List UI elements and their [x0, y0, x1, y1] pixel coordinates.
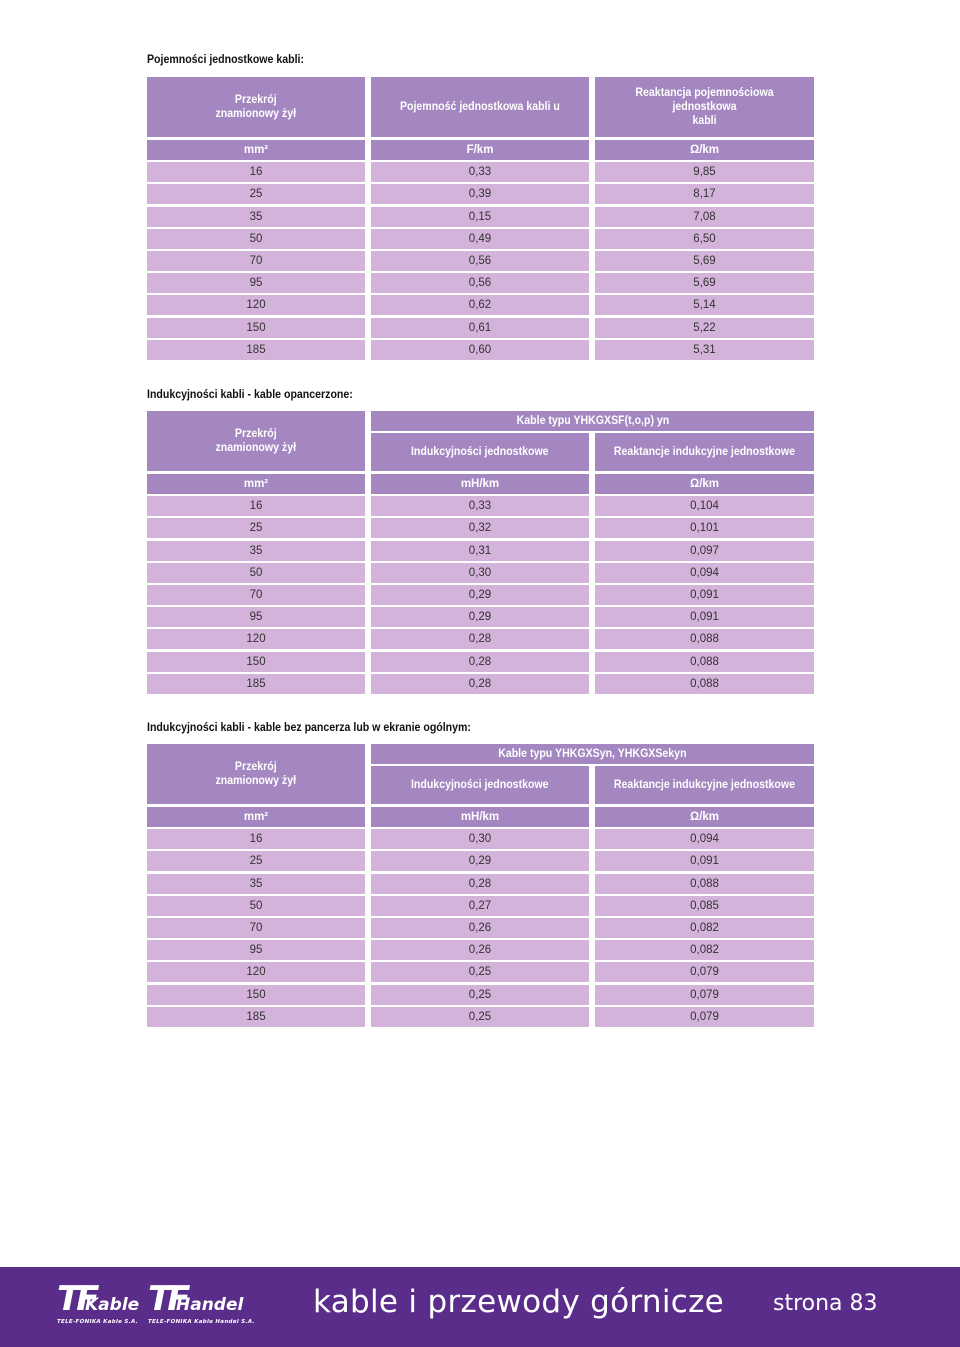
table-cell-value: 0,30	[371, 563, 589, 583]
unit-cell-reactance: Ω/km	[595, 807, 814, 827]
table-cell-reactance: 0,091	[595, 851, 814, 871]
table-cell-reactance: 0,091	[595, 585, 814, 605]
table-cell-reactance: 0,097	[595, 541, 814, 561]
table-cell-cross-section: 25	[147, 851, 365, 871]
unit-cell-reactance: Ω/km	[595, 140, 814, 160]
table-cell-reactance: 0,094	[595, 563, 814, 583]
table-cell-value: 0,28	[371, 629, 589, 649]
table-cell-cross-section: 150	[147, 985, 365, 1005]
table-cell-cross-section: 120	[147, 629, 365, 649]
table-cell-cross-section: 16	[147, 829, 365, 849]
table-cell-reactance: 8,17	[595, 184, 814, 204]
unit-cell-reactance: Ω/km	[595, 474, 814, 494]
table-cell-reactance: 6,50	[595, 229, 814, 249]
table-cell-cross-section: 16	[147, 162, 365, 182]
page-number: strona 83	[773, 1291, 878, 1316]
table-cell-value: 0,29	[371, 607, 589, 627]
table-cell-value: 0,31	[371, 541, 589, 561]
unit-cell-cross-section: mm²	[147, 474, 365, 494]
table-cell-reactance: 0,088	[595, 874, 814, 894]
table-cell-value: 0,56	[371, 273, 589, 293]
table-cell-value: 0,60	[371, 340, 589, 360]
table-cell-reactance: 0,088	[595, 674, 814, 694]
header-cable-type-group: Kable typu YHKGXSyn, YHKGXSekyn	[371, 744, 814, 764]
table-cell-cross-section: 95	[147, 607, 365, 627]
table-cell-value: 0,33	[371, 496, 589, 516]
table-cell-value: 0,27	[371, 896, 589, 916]
table-cell-cross-section: 16	[147, 496, 365, 516]
header-inductance: Indukcyjności jednostkowe	[371, 766, 589, 804]
table-cell-cross-section: 185	[147, 674, 365, 694]
tf-handel-logo-mark: TF	[148, 1279, 187, 1319]
table-cell-value: 0,33	[371, 162, 589, 182]
table-cell-value: 0,29	[371, 851, 589, 871]
table-cell-value: 0,39	[371, 184, 589, 204]
table-cell-value: 0,26	[371, 918, 589, 938]
table-cell-cross-section: 185	[147, 1007, 365, 1027]
table-cell-reactance: 0,079	[595, 962, 814, 982]
tf-handel-logo	[148, 1279, 255, 1331]
table-cell-cross-section: 25	[147, 184, 365, 204]
unit-cell-value: F/km	[371, 140, 589, 160]
table-cell-cross-section: 150	[147, 318, 365, 338]
table-cell-cross-section: 120	[147, 962, 365, 982]
unit-cell-value: mH/km	[371, 807, 589, 827]
table-cell-cross-section: 185	[147, 340, 365, 360]
table-cell-cross-section: 70	[147, 251, 365, 271]
inductance-armoured-table	[147, 411, 814, 694]
table-cell-reactance: 5,22	[595, 318, 814, 338]
table-cell-reactance: 5,31	[595, 340, 814, 360]
table-cell-reactance: 5,69	[595, 273, 814, 293]
table-cell-value: 0,30	[371, 829, 589, 849]
table-cell-value: 0,32	[371, 518, 589, 538]
header-cross-section: Przekrój znamionowy żył	[147, 77, 365, 137]
table-cell-cross-section: 70	[147, 918, 365, 938]
table-cell-value: 0,61	[371, 318, 589, 338]
tf-kable-logo-word: Kable	[85, 1295, 140, 1315]
table-cell-cross-section: 120	[147, 295, 365, 315]
table-cell-cross-section: 35	[147, 874, 365, 894]
table-cell-cross-section: 35	[147, 207, 365, 227]
table-cell-value: 0,62	[371, 295, 589, 315]
table-cell-cross-section: 70	[147, 585, 365, 605]
tf-kable-logo-mark: TF	[57, 1279, 96, 1319]
table-cell-reactance: 0,091	[595, 607, 814, 627]
table-cell-cross-section: 35	[147, 541, 365, 561]
table-cell-reactance: 0,082	[595, 918, 814, 938]
table-cell-value: 0,28	[371, 674, 589, 694]
tf-handel-logo-sub: TELE-FONIKA Kable Handel S.A.	[148, 1319, 255, 1325]
table3-title: Indukcyjności kabli - kable bez pancerza lub w ekranie ogólnym:	[147, 722, 471, 734]
table-cell-reactance: 7,08	[595, 207, 814, 227]
table-cell-cross-section: 150	[147, 652, 365, 672]
header-inductive-reactance: Reaktancje indukcyjne jednostkowe	[595, 766, 814, 804]
table-cell-reactance: 0,079	[595, 1007, 814, 1027]
table-cell-reactance: 0,094	[595, 829, 814, 849]
table-cell-value: 0,25	[371, 985, 589, 1005]
tf-kable-logo	[57, 1279, 140, 1331]
table-cell-cross-section: 50	[147, 229, 365, 249]
table-cell-value: 0,28	[371, 652, 589, 672]
header-capacitance: Pojemność jednostkowa kabli u	[371, 77, 589, 137]
table-cell-reactance: 0,088	[595, 652, 814, 672]
table-cell-value: 0,28	[371, 874, 589, 894]
header-inductive-reactance: Reaktancje indukcyjne jednostkowe	[595, 433, 814, 471]
header-cross-section: Przekrój znamionowy żył	[147, 744, 365, 804]
table-cell-cross-section: 95	[147, 940, 365, 960]
capacitance-table	[147, 77, 814, 360]
table-cell-value: 0,56	[371, 251, 589, 271]
unit-cell-cross-section: mm²	[147, 140, 365, 160]
table-cell-reactance: 0,101	[595, 518, 814, 538]
table-cell-reactance: 0,082	[595, 940, 814, 960]
table-cell-reactance: 5,14	[595, 295, 814, 315]
table1-title: Pojemności jednostkowe kabli:	[147, 54, 304, 66]
header-cable-type-group: Kable typu YHKGXSF(t,o,p) yn	[371, 411, 814, 431]
table-cell-value: 0,49	[371, 229, 589, 249]
table-cell-cross-section: 50	[147, 563, 365, 583]
header-cross-section: Przekrój znamionowy żył	[147, 411, 365, 471]
header-inductance: Indukcyjności jednostkowe	[371, 433, 589, 471]
header-capacitive-reactance: Reaktancja pojemnościowa jednostkowa kabli	[595, 77, 814, 137]
table-cell-reactance: 9,85	[595, 162, 814, 182]
table-cell-reactance: 0,088	[595, 629, 814, 649]
tf-kable-logo-sub: TELE-FONIKA Kable S.A.	[57, 1319, 139, 1325]
table-cell-reactance: 0,085	[595, 896, 814, 916]
unit-cell-cross-section: mm²	[147, 807, 365, 827]
unit-cell-value: mH/km	[371, 474, 589, 494]
table-cell-value: 0,29	[371, 585, 589, 605]
table-cell-cross-section: 95	[147, 273, 365, 293]
table-cell-reactance: 0,104	[595, 496, 814, 516]
table-cell-cross-section: 50	[147, 896, 365, 916]
table2-title: Indukcyjności kabli - kable opancerzone:	[147, 389, 353, 401]
inductance-unarmoured-table	[147, 744, 814, 1027]
table-cell-reactance: 0,079	[595, 985, 814, 1005]
table-cell-value: 0,25	[371, 1007, 589, 1027]
footer-tagline: kable i przewody górnicze	[313, 1284, 725, 1320]
table-cell-value: 0,25	[371, 962, 589, 982]
table-cell-value: 0,26	[371, 940, 589, 960]
table-cell-cross-section: 25	[147, 518, 365, 538]
tf-handel-logo-word: Handel	[176, 1295, 244, 1315]
table-cell-reactance: 5,69	[595, 251, 814, 271]
table-cell-value: 0,15	[371, 207, 589, 227]
footer-bar	[0, 1267, 960, 1347]
